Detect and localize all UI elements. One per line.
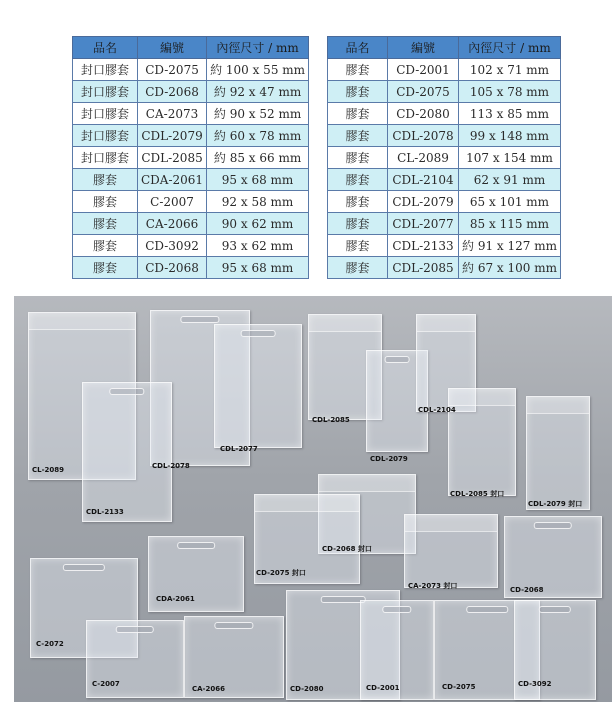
photo-label: CD-2080 [290,685,324,693]
table-cell: CD-3092 [138,235,207,257]
table-cell: 膠套 [73,169,138,191]
table-cell: 膠套 [73,213,138,235]
table-cell: 107 x 154 mm [459,147,561,169]
table-cell: CL-2089 [388,147,459,169]
photo-label: CA-2066 [192,685,225,693]
holder-cdl-2133 [82,382,172,522]
table-row [73,169,309,191]
table-cell: CDL-2133 [388,235,459,257]
table-cell: 膠套 [328,59,388,81]
column-header: 內徑尺寸 / mm [459,37,561,59]
table-cell: 膠套 [73,257,138,279]
photo-label: CDL-2085 封口 [450,490,505,498]
table-cell: CD-2075 [388,81,459,103]
table-cell: 膠套 [328,191,388,213]
table-cell: 膠套 [73,235,138,257]
table-cell: 封口膠套 [73,81,138,103]
table-cell: 膠套 [328,81,388,103]
spec-table-left [72,36,309,279]
photo-label: CDL-2133 [86,508,124,516]
table-row [328,125,561,147]
column-header: 內徑尺寸 / mm [207,37,309,59]
table-cell: 膠套 [328,169,388,191]
table-row [328,59,561,81]
table-row [73,59,309,81]
table-cell: 膠套 [328,147,388,169]
table-cell: CD-2068 [138,81,207,103]
photo-label: CDL-2104 [418,406,456,414]
table-cell: CDL-2085 [138,147,207,169]
photo-label: CD-2001 [366,684,400,692]
table-cell: 65 x 101 mm [459,191,561,213]
table-cell: 102 x 71 mm [459,59,561,81]
photo-label: CDL-2085 [312,416,350,424]
table-cell: 膠套 [328,235,388,257]
table-cell: 封口膠套 [73,125,138,147]
table-cell: 約 91 x 127 mm [459,235,561,257]
table-cell: 膠套 [73,191,138,213]
table-row [328,81,561,103]
table-cell: 約 100 x 55 mm [207,59,309,81]
photo-label: CD-2068 [510,586,544,594]
table-row [328,235,561,257]
table-cell: 95 x 68 mm [207,169,309,191]
table-cell: 85 x 115 mm [459,213,561,235]
holder-cdl-2085-seal [448,388,516,496]
table-cell: 90 x 62 mm [207,213,309,235]
table-row [328,257,561,279]
table-cell: CDL-2077 [388,213,459,235]
table-cell: 膠套 [328,103,388,125]
photo-label: CA-2073 封口 [408,582,458,590]
table-cell: 62 x 91 mm [459,169,561,191]
table-cell: CD-2080 [388,103,459,125]
table-row [73,125,309,147]
holder-cdl-2079-seal [526,396,590,510]
table-cell: CD-2068 [138,257,207,279]
photo-label: CDL-2077 [220,445,258,453]
spec-table-right [327,36,561,279]
photo-label: CDA-2061 [156,595,195,603]
table-cell: 92 x 58 mm [207,191,309,213]
table-row [73,103,309,125]
table-row [73,147,309,169]
table-row [73,235,309,257]
photo-label: CD-2075 [442,683,476,691]
table-cell: 95 x 68 mm [207,257,309,279]
product-photo [14,296,612,702]
photo-label: CDL-2079 封口 [528,500,583,508]
table-cell: 113 x 85 mm [459,103,561,125]
table-cell: 封口膠套 [73,103,138,125]
table-row [73,257,309,279]
table-cell: C-2007 [138,191,207,213]
table-row [328,169,561,191]
table-cell: CA-2073 [138,103,207,125]
table-row [328,147,561,169]
column-header: 編號 [388,37,459,59]
photo-label: CL-2089 [32,466,64,474]
photo-label: C-2007 [92,680,120,688]
table-cell: 約 60 x 78 mm [207,125,309,147]
table-cell: CDA-2061 [138,169,207,191]
table-cell: 約 92 x 47 mm [207,81,309,103]
table-cell: CDL-2085 [388,257,459,279]
table-cell: 膠套 [328,257,388,279]
table-cell: CDL-2079 [388,191,459,213]
table-row [328,103,561,125]
photo-label: CD-2075 封口 [256,569,306,577]
table-cell: CDL-2104 [388,169,459,191]
table-cell: 封口膠套 [73,59,138,81]
table-cell: CD-2075 [138,59,207,81]
table-cell: 封口膠套 [73,147,138,169]
table-cell: CA-2066 [138,213,207,235]
table-row [328,191,561,213]
table-row [73,213,309,235]
table-cell: CDL-2078 [388,125,459,147]
column-header: 編號 [138,37,207,59]
table-cell: 93 x 62 mm [207,235,309,257]
column-header: 品名 [328,37,388,59]
table-cell: 約 67 x 100 mm [459,257,561,279]
table-row [73,191,309,213]
photo-label: CD-3092 [518,680,552,688]
photo-label: CDL-2079 [370,455,408,463]
table-cell: 99 x 148 mm [459,125,561,147]
table-cell: CD-2001 [388,59,459,81]
table-cell: CDL-2079 [138,125,207,147]
table-cell: 105 x 78 mm [459,81,561,103]
holder-cdl-2077 [214,324,302,448]
photo-label: CDL-2078 [152,462,190,470]
table-row [73,81,309,103]
table-cell: 膠套 [328,213,388,235]
photo-label: C-2072 [36,640,64,648]
column-header: 品名 [73,37,138,59]
table-row [328,213,561,235]
holder-ca-2073-seal [404,514,498,588]
table-cell: 約 90 x 52 mm [207,103,309,125]
table-cell: 約 85 x 66 mm [207,147,309,169]
table-cell: 膠套 [328,125,388,147]
photo-label: CD-2068 封口 [322,545,372,553]
